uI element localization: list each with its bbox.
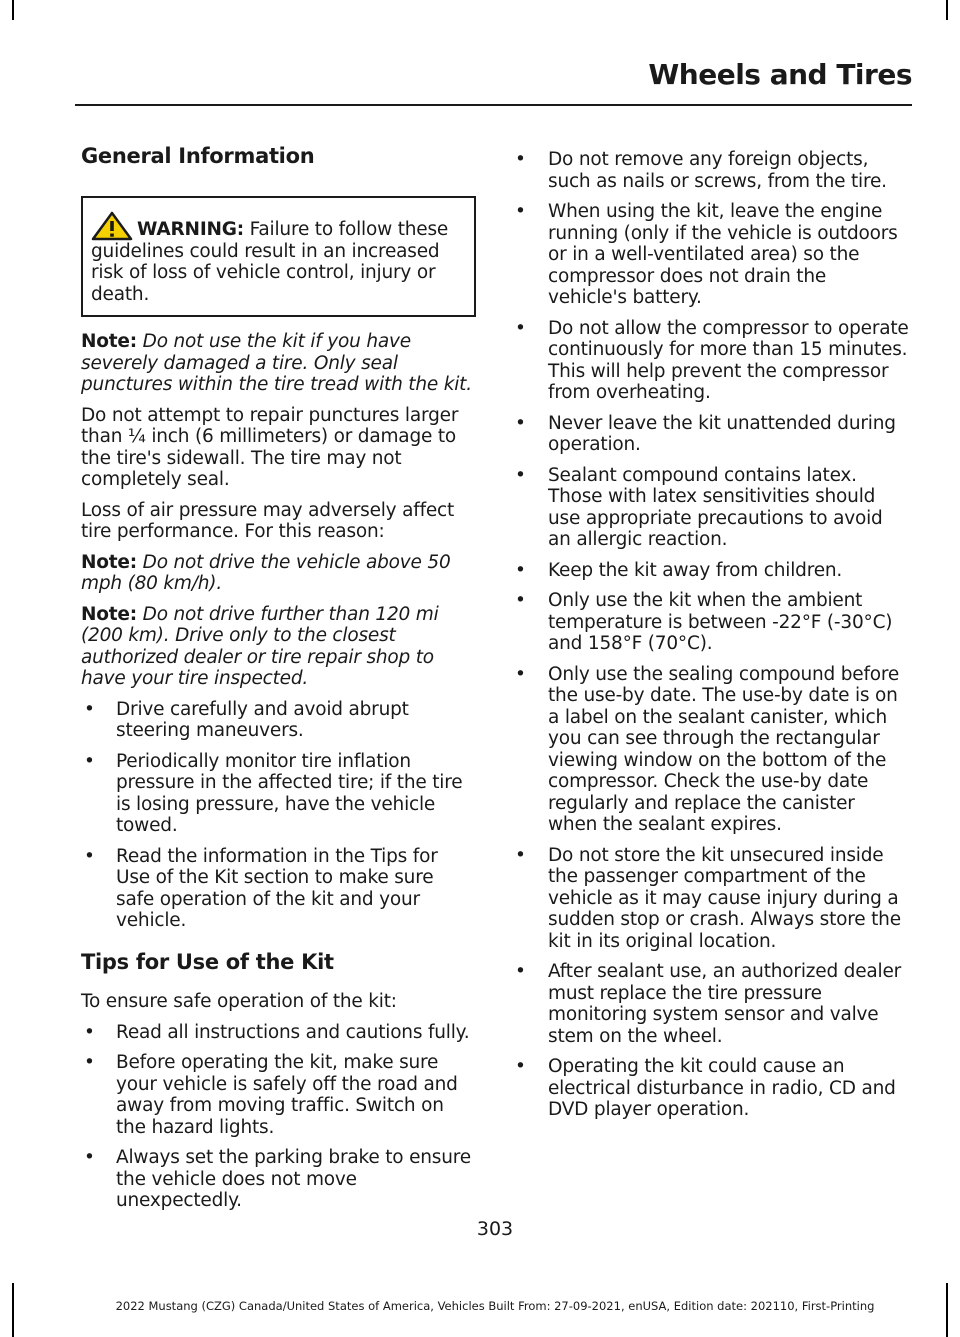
paragraph: Do not attempt to repair punctures larger than ¼ inch (6 millimeters) or damage to the tire's sidewall. The tire may not completely seal.: [81, 404, 459, 490]
bullet: •: [515, 317, 526, 339]
list-item: [512, 318, 909, 404]
left-column: [81, 140, 476, 1221]
crop-mark: [946, 0, 948, 20]
bullet: •: [515, 412, 526, 434]
bullet: •: [84, 750, 95, 772]
bullet: •: [515, 559, 526, 581]
footer-text: 2022 Mustang (CZG) Canada/United States of America, Vehicles Built From: 27-09-2021, enUSA, Edition date: 202110, First-Printing: [115, 1299, 875, 1313]
page-number: 303: [476, 1218, 514, 1240]
bullet: •: [515, 464, 526, 486]
list-item-text: Before operating the kit, make sure your vehicle is safely off the road and away from moving traffic. Switch on the hazard lights.: [116, 1052, 458, 1138]
bullet: •: [84, 1147, 95, 1168]
section-heading-general: General Information: [81, 144, 315, 168]
paragraph: To ensure safe operation of the kit:: [81, 991, 397, 1012]
list-item: [512, 961, 909, 1047]
bullet: •: [515, 201, 526, 222]
page-title: Wheels and Tires: [648, 58, 912, 91]
list-item-text: Read all instructions and cautions fully.: [116, 1021, 470, 1043]
list-item: [512, 149, 909, 192]
note-text: Do not drive further than 120 mi (200 km). Drive only to the closest authorized dealer or tire repair shop to have your tire inspected.: [81, 603, 439, 689]
list-item-text: Do not store the kit unsecured inside the passenger compartment of the vehicle as it may cause injury during a sudden stop or crash. Always store the kit in its original location.: [548, 844, 901, 952]
list-item: [81, 699, 476, 742]
list-item-text: Keep the kit away from children.: [548, 559, 843, 581]
note-label: Note:: [81, 551, 137, 573]
warning-box: [81, 196, 476, 318]
list-item: [512, 590, 909, 655]
list-item-text: Operating the kit could cause an electrical disturbance in radio, CD and DVD player operation.: [548, 1056, 896, 1120]
bullet: •: [515, 844, 526, 866]
list-item: [512, 201, 909, 309]
list-item-text: Read the information in the Tips for Use of the Kit section to make sure safe operation of the kit and your vehicle.: [116, 845, 438, 931]
bullet-list: [81, 1022, 476, 1212]
list-item: [512, 845, 909, 953]
list-item-text: Always set the parking brake to ensure the vehicle does not move unexpectedly.: [116, 1147, 471, 1211]
note-text: Do not use the kit if you have severely damaged a tire. Only seal punctures within the tire tread with the kit.: [81, 331, 472, 395]
bullet: •: [515, 1056, 526, 1077]
note: [81, 552, 476, 595]
bullet: •: [84, 1021, 95, 1043]
list-item-text: Never leave the kit unattended during operation.: [548, 412, 896, 455]
list-item-text: Sealant compound contains latex. Those with latex sensitivities should use appropriate precautions to avoid an allergic reaction.: [548, 464, 883, 550]
header-divider: [75, 104, 912, 106]
warning-text: Failure to follow these guidelines could result in an increased risk of loss of vehicle control, injury or death.: [91, 218, 449, 305]
bullet-list: [512, 149, 909, 1121]
right-column: [512, 149, 909, 1130]
paragraph: Loss of air pressure may adversely affect tire performance. For this reason:: [81, 499, 455, 542]
list-item-text: Periodically monitor tire inflation pressure in the affected tire; if the tire is losing pressure, have the vehicle towed.: [116, 750, 463, 836]
list-item: [512, 465, 909, 551]
list-item: [81, 751, 476, 837]
bullet: •: [84, 1052, 95, 1073]
list-item-text: After sealant use, an authorized dealer must replace the tire pressure monitoring system sensor and valve stem on the wheel.: [548, 961, 902, 1047]
section-heading-tips: Tips for Use of the Kit: [81, 949, 334, 974]
list-item: [81, 1052, 476, 1138]
warning-label: WARNING:: [137, 218, 244, 240]
bullet: •: [84, 698, 95, 720]
bullet: •: [515, 149, 526, 170]
list-item-text: Do not allow the compressor to operate continuously for more than 15 minutes. This will help prevent the compressor from overheating.: [548, 317, 909, 403]
warning-triangle-icon: [91, 211, 133, 241]
note: [81, 331, 476, 396]
list-item-text: Only use the kit when the ambient temperature is between -22°F (-30°C) and 158°F (70°C).: [548, 590, 893, 654]
list-item: [512, 560, 909, 582]
crop-mark: [12, 0, 14, 20]
bullet-list: [81, 699, 476, 932]
note-label: Note:: [81, 331, 137, 352]
list-item: [81, 1147, 476, 1212]
list-item-text: When using the kit, leave the engine running (only if the vehicle is outdoors or in a well-ventilated area) so the compressor does not drain the vehicle's battery.: [548, 201, 898, 308]
list-item: [512, 1056, 909, 1121]
note-text: Do not drive the vehicle above 50 mph (80 km/h).: [81, 551, 451, 594]
list-item: [81, 1022, 476, 1044]
bullet: •: [515, 590, 526, 611]
list-item-text: Only use the sealing compound before the use-by date. The use-by date is on a label on the sealant canister, which you can see through the rectangular viewing window on the bottom of the compressor. Check the use-by date regularly and replace the canister when the sealant expires.: [548, 663, 900, 835]
note-label: Note:: [81, 603, 137, 625]
list-item: [512, 664, 909, 836]
note: [81, 604, 476, 690]
bullet: •: [515, 961, 526, 982]
list-item: [81, 846, 476, 932]
list-item-text: Drive carefully and avoid abrupt steering maneuvers.: [116, 698, 409, 741]
list-item: [512, 413, 909, 456]
list-item-text: Do not remove any foreign objects, such as nails or screws, from the tire.: [548, 149, 887, 192]
bullet: •: [515, 663, 526, 685]
bullet: •: [84, 845, 95, 867]
